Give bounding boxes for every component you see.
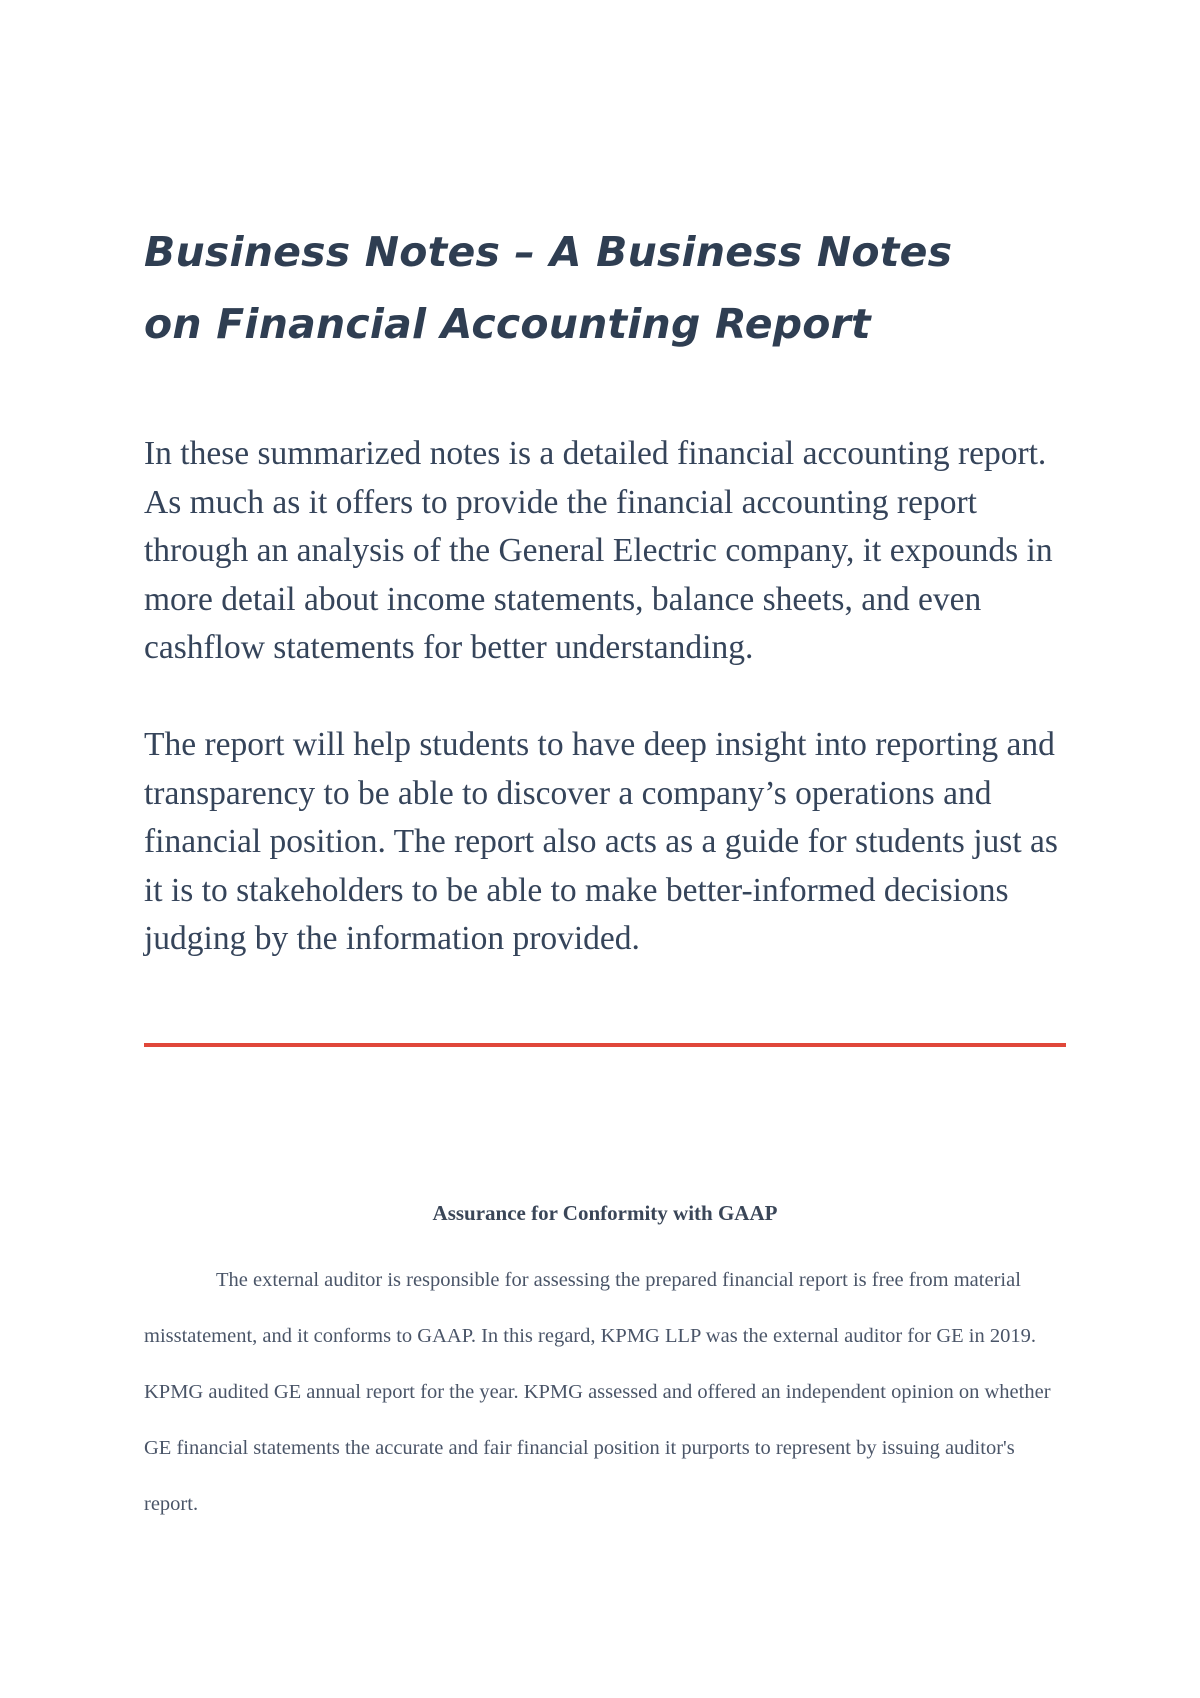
title-line-1: Business Notes – A Business Notes	[144, 228, 953, 276]
document-title	[144, 216, 1064, 360]
title-line-2: on Financial Accounting Report	[144, 300, 871, 348]
section-body-paragraph: The external auditor is responsible for assessing the prepared financial report is free from material misstatement, and it conforms to GAAP. In this regard, KPMG LLP was the external auditor for GE in 2019. KPMG audited GE annual report for the year. KPMG assessed and offered an independent opinion on whether GE financial statements the accurate and fair financial position it purports to represent by issuing auditor's report.	[144, 1269, 1051, 1515]
section-heading: Assurance for Conformity with GAAP	[432, 1201, 778, 1225]
intro-paragraph-1: In these summarized notes is a detailed financial accounting report. As much as it offers to provide the financial accounting report through an analysis of the General Electric company, it expounds in more detail about income statements, balance sheets, and even cashflow statements for better understanding.	[144, 435, 1053, 666]
section-divider	[144, 1043, 1066, 1047]
intro-paragraph-2: The report will help students to have deep insight into reporting and transparency to be able to discover a company’s operations and financial position. The report also acts as a guide for students just as it is to stakeholders to be able to make better-informed decisions judging by the information provided.	[144, 726, 1058, 957]
